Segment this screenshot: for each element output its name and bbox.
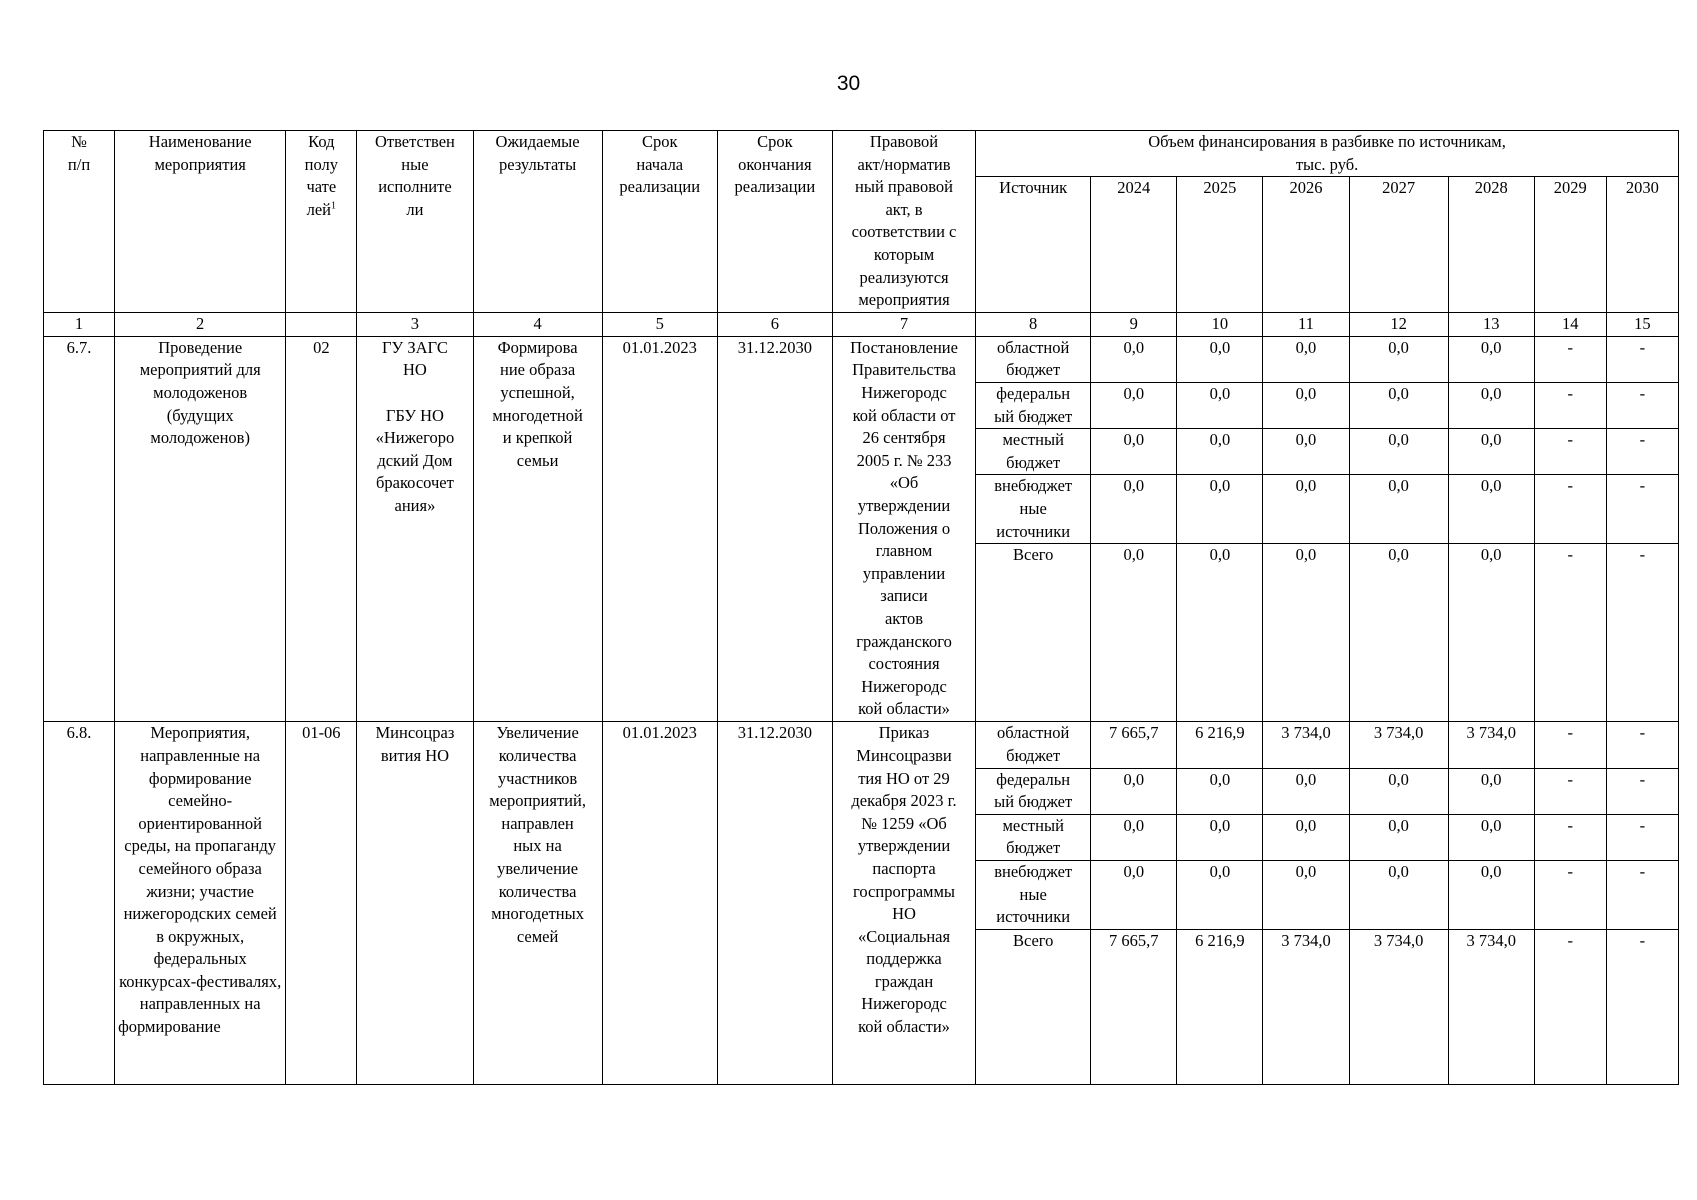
column-number: 14 xyxy=(1534,313,1606,337)
funding-value: 0,0 xyxy=(1177,336,1263,382)
funding-value: 0,0 xyxy=(1177,814,1263,860)
funding-source: Всего xyxy=(976,929,1091,1084)
funding-source: местный бюджет xyxy=(976,429,1091,475)
funding-value: 0,0 xyxy=(1091,429,1177,475)
funding-value: - xyxy=(1606,860,1678,929)
funding-source: внебюджет ные источники xyxy=(976,860,1091,929)
header-responsible: Ответствен ные исполните ли xyxy=(357,131,473,313)
column-number: 8 xyxy=(976,313,1091,337)
column-number: 15 xyxy=(1606,313,1678,337)
end-date: 31.12.2030 xyxy=(717,336,832,722)
funding-value: 6 216,9 xyxy=(1177,722,1263,768)
header-funding: Объем финансирования в разбивке по источникам, тыс. руб. xyxy=(976,131,1679,177)
funding-value: 0,0 xyxy=(1349,475,1448,544)
funding-value: 0,0 xyxy=(1448,382,1534,428)
header-year: 2030 xyxy=(1606,177,1678,313)
funding-value: 0,0 xyxy=(1091,475,1177,544)
funding-source: внебюджет ные источники xyxy=(976,475,1091,544)
funding-value: - xyxy=(1534,814,1606,860)
funding-value: - xyxy=(1606,382,1678,428)
funding-source: областной бюджет xyxy=(976,336,1091,382)
responsible-executors: Минсоцраз вития НО xyxy=(357,722,473,1085)
column-number: 3 xyxy=(357,313,473,337)
source-row xyxy=(44,336,1679,382)
funding-value: - xyxy=(1534,768,1606,814)
funding-value: - xyxy=(1534,382,1606,428)
funding-value: - xyxy=(1534,860,1606,929)
funding-value: 0,0 xyxy=(1177,475,1263,544)
funding-source: местный бюджет xyxy=(976,814,1091,860)
funding-value: 3 734,0 xyxy=(1448,929,1534,1084)
funding-value: - xyxy=(1606,722,1678,768)
funding-value: 0,0 xyxy=(1263,336,1349,382)
funding-value: 0,0 xyxy=(1349,814,1448,860)
column-number xyxy=(286,313,357,337)
funding-value: 0,0 xyxy=(1448,814,1534,860)
header-legal-act: Правовой акт/норматив ный правовой акт, в соответствии с которым реализуются мероприятия xyxy=(832,131,975,313)
funding-value: 0,0 xyxy=(1263,429,1349,475)
recipient-code: 02 xyxy=(286,336,357,722)
start-date: 01.01.2023 xyxy=(602,722,717,1085)
funding-value: 0,0 xyxy=(1177,429,1263,475)
column-number: 13 xyxy=(1448,313,1534,337)
header-year: 2025 xyxy=(1177,177,1263,313)
funding-value: 3 734,0 xyxy=(1263,929,1349,1084)
funding-value: 0,0 xyxy=(1091,768,1177,814)
funding-value: - xyxy=(1606,544,1678,722)
funding-value: - xyxy=(1534,336,1606,382)
funding-value: 0,0 xyxy=(1448,429,1534,475)
funding-value: 0,0 xyxy=(1448,336,1534,382)
funding-value: 3 734,0 xyxy=(1263,722,1349,768)
funding-value: - xyxy=(1534,475,1606,544)
recipient-code: 01-06 xyxy=(286,722,357,1085)
header-year: 2029 xyxy=(1534,177,1606,313)
funding-value: 0,0 xyxy=(1263,475,1349,544)
activity-number: 6.8. xyxy=(44,722,115,1085)
funding-value: 0,0 xyxy=(1091,382,1177,428)
legal-act: Приказ Минсоцразви тия НО от 29 декабря 2023 г. № 1259 «Об утверждении паспорта госпрограммы НО «Социальная поддержка граждан Нижегородс кой области» xyxy=(832,722,975,1085)
expected-results: Увеличение количества участников мероприятий, направлен ных на увеличение количества многодетных семей xyxy=(473,722,602,1085)
expected-results: Формирова ние образа успешной, многодетной и крепкой семьи xyxy=(473,336,602,722)
funding-value: 0,0 xyxy=(1263,382,1349,428)
legal-act: Постановление Правительства Нижегородс кой области от 26 сентября 2005 г. № 233 «Об утверждении Положения о главном управлении записи актов гражданского состояния Нижегородс кой области» xyxy=(832,336,975,722)
funding-value: 3 734,0 xyxy=(1349,722,1448,768)
header-year: 2024 xyxy=(1091,177,1177,313)
funding-value: 0,0 xyxy=(1448,860,1534,929)
funding-value: 0,0 xyxy=(1349,336,1448,382)
header-num: № п/п xyxy=(44,131,115,313)
header-results: Ожидаемые результаты xyxy=(473,131,602,313)
program-activities-table xyxy=(43,130,1679,1085)
column-number: 5 xyxy=(602,313,717,337)
funding-value: 0,0 xyxy=(1263,860,1349,929)
funding-value: 0,0 xyxy=(1349,768,1448,814)
funding-value: 0,0 xyxy=(1091,814,1177,860)
funding-value: - xyxy=(1606,475,1678,544)
column-number-row xyxy=(44,313,1679,337)
column-number: 12 xyxy=(1349,313,1448,337)
footnote-marker: 1 xyxy=(331,200,337,212)
activity-name: Мероприятия, направленные на формирование семейно-ориентированной среды, на пропаганду семейного образа жизни; участие нижегородских семей в окружных, федеральных конкурсах-фестивалях, направленных на формирование xyxy=(115,722,286,1085)
column-number: 6 xyxy=(717,313,832,337)
funding-value: 7 665,7 xyxy=(1091,722,1177,768)
funding-value: 0,0 xyxy=(1349,860,1448,929)
funding-value: 0,0 xyxy=(1263,544,1349,722)
funding-value: 0,0 xyxy=(1448,768,1534,814)
funding-value: 0,0 xyxy=(1349,382,1448,428)
header-year: 2026 xyxy=(1263,177,1349,313)
funding-value: 0,0 xyxy=(1263,814,1349,860)
header-start: Срок начала реализации xyxy=(602,131,717,313)
column-number: 2 xyxy=(115,313,286,337)
funding-value: 0,0 xyxy=(1448,544,1534,722)
column-number: 4 xyxy=(473,313,602,337)
activity-name: Проведение мероприятий для молодоженов (будущих молодоженов) xyxy=(115,336,286,722)
funding-value: 0,0 xyxy=(1263,768,1349,814)
funding-value: 0,0 xyxy=(1091,336,1177,382)
header-year: 2028 xyxy=(1448,177,1534,313)
funding-value: - xyxy=(1606,814,1678,860)
funding-value: - xyxy=(1534,429,1606,475)
funding-source: областной бюджет xyxy=(976,722,1091,768)
funding-value: - xyxy=(1534,722,1606,768)
page-number: 30 xyxy=(836,72,861,95)
funding-value: - xyxy=(1534,544,1606,722)
funding-value: 0,0 xyxy=(1177,544,1263,722)
funding-value: 0,0 xyxy=(1177,860,1263,929)
header-code: Код полу чате лей$^1$ xyxy=(286,131,357,313)
header-name: Наименование мероприятия xyxy=(115,131,286,313)
funding-source: федеральн ый бюджет xyxy=(976,382,1091,428)
funding-value: - xyxy=(1606,768,1678,814)
funding-value: 6 216,9 xyxy=(1177,929,1263,1084)
header-year: 2027 xyxy=(1349,177,1448,313)
column-number: 1 xyxy=(44,313,115,337)
start-date: 01.01.2023 xyxy=(602,336,717,722)
funding-value: - xyxy=(1534,929,1606,1084)
column-number: 10 xyxy=(1177,313,1263,337)
funding-value: 0,0 xyxy=(1091,860,1177,929)
header-source: Источник xyxy=(976,177,1091,313)
source-row xyxy=(44,722,1679,768)
end-date: 31.12.2030 xyxy=(717,722,832,1085)
funding-value: 0,0 xyxy=(1177,768,1263,814)
column-number: 11 xyxy=(1263,313,1349,337)
column-number: 7 xyxy=(832,313,975,337)
activity-6-8 xyxy=(44,722,1679,1085)
funding-value: 0,0 xyxy=(1349,429,1448,475)
funding-value: - xyxy=(1606,429,1678,475)
funding-source: Всего xyxy=(976,544,1091,722)
header-end: Срок окончания реализации xyxy=(717,131,832,313)
funding-value: 0,0 xyxy=(1177,382,1263,428)
funding-value: 3 734,0 xyxy=(1349,929,1448,1084)
activity-number: 6.7. xyxy=(44,336,115,722)
funding-value: 0,0 xyxy=(1091,544,1177,722)
funding-value: 7 665,7 xyxy=(1091,929,1177,1084)
funding-value: 0,0 xyxy=(1349,544,1448,722)
column-number: 9 xyxy=(1091,313,1177,337)
activity-6-7 xyxy=(44,336,1679,722)
funding-value: - xyxy=(1606,929,1678,1084)
funding-source: федеральн ый бюджет xyxy=(976,768,1091,814)
funding-value: 3 734,0 xyxy=(1448,722,1534,768)
responsible-executors: ГУ ЗАГС НО ГБУ НО «Нижегоро дский Дом бракосочет ания» xyxy=(357,336,473,722)
funding-value: - xyxy=(1606,336,1678,382)
funding-value: 0,0 xyxy=(1448,475,1534,544)
table-header xyxy=(44,131,1679,337)
